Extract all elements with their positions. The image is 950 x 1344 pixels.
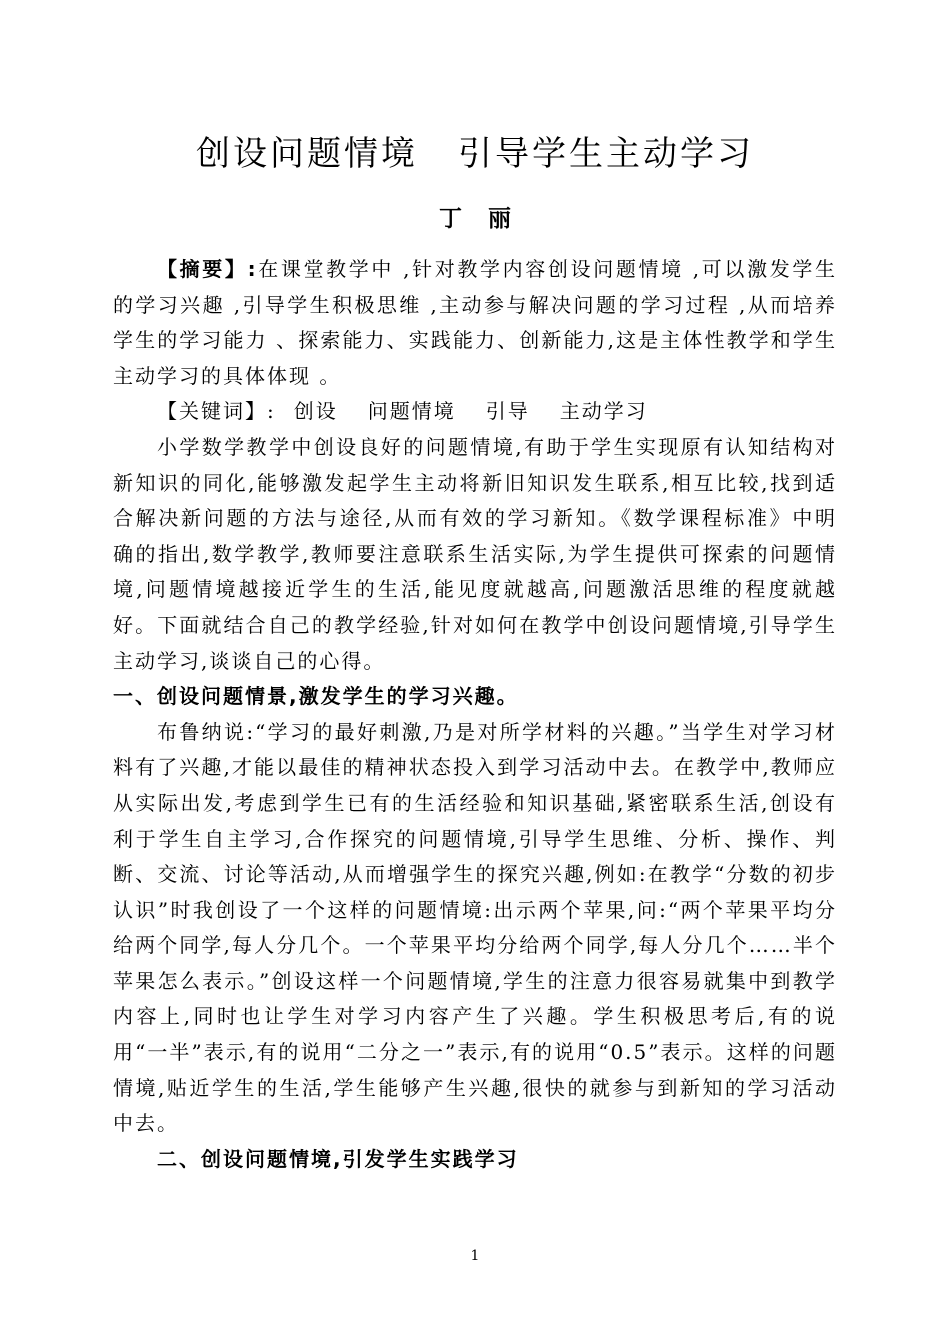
keywords-label: 【关键词】:: [157, 399, 276, 424]
section-2-heading: 二、创设问题情境,引发学生实践学习: [157, 1146, 519, 1171]
title-part-2: 引导学生主动学习: [458, 134, 754, 174]
author-char-1: 丁: [439, 206, 462, 232]
abstract-paragraph: [113, 252, 837, 394]
section-1-heading: 一、创设问题情景,激发学生的学习兴趣。: [113, 684, 519, 709]
section-1-paragraph: 布鲁纳说:“学习的最好刺激,乃是对所学材料的兴趣。”当学生对学习材料有了兴趣,才能以最佳的精神状态投入到学习活动中去。在教学中,教师应从实际出发,考虑到学生已有的生活经验和知识基础,紧密联系生活,创设有利于学生自主学习,合作探究的问题情境,引导学生思维、分析、操作、判断、交流、讨论等活动,从而增强学生的探究兴趣,例如:在教学“分数的初步认识”时我创设了一个这样的问题情境:出示两个苹果,问:“两个苹果平均分给两个同学,每人分几个。一个苹果平均分给两个同学,每人分几个……半个苹果怎么表示。”创设这样一个问题情境,学生的注意力很容易就集中到教学内容上,同时也让学生对学习内容产生了兴趣。学生积极思考后,有的说用“一半”表示,有的说用“二分之一”表示,有的说用“0.5”表示。这样的问题情境,贴近学生的生活,学生能够产生兴趣,很快的就参与到新知的学习活动中去。: [113, 719, 837, 1136]
keywords-paragraph: [113, 394, 837, 430]
intro-paragraph: 小学数学教学中创设良好的问题情境,有助于学生实现原有认知结构对新知识的同化,能够激发起学生主动将新旧知识发生联系,相互比较,找到适合解决新问题的方法与途径,从而有效的学习新知。《数学课程标准》中明确的指出,数学教学,教师要注意联系生活实际,为学生提供可探索的问题情境,问题情境越接近学生的生活,能见度就越高,问题激活思维的程度就越好。下面就结合自己的教学经验,针对如何在教学中创设问题情境,引导学生主动学习,谈谈自己的心得。: [113, 434, 837, 673]
keyword-item: 问题情境: [367, 399, 456, 424]
title-part-1: 创设问题情境: [196, 134, 418, 174]
abstract-label: 【摘要】:: [157, 257, 258, 281]
author-name: [0, 200, 950, 233]
page-number: 1: [470, 1248, 480, 1264]
abstract-text: 在课堂教学中 ,针对教学内容创设问题情境 ,可以激发学生的学习兴趣 ,引导学生积极思维 ,主动参与解决问题的学习过程 ,从而培养学生的学习能力 、探索能力、实践能力、创新能力,这是主体性教学和学生主动学习的具体体现 。: [113, 257, 837, 388]
keyword-item: 引导: [485, 399, 530, 424]
keyword-item: 创设: [293, 399, 338, 424]
document-title: [0, 126, 950, 175]
document-body: [113, 252, 837, 1177]
author-char-2: 丽: [488, 206, 511, 232]
keyword-item: 主动学习: [559, 399, 648, 424]
